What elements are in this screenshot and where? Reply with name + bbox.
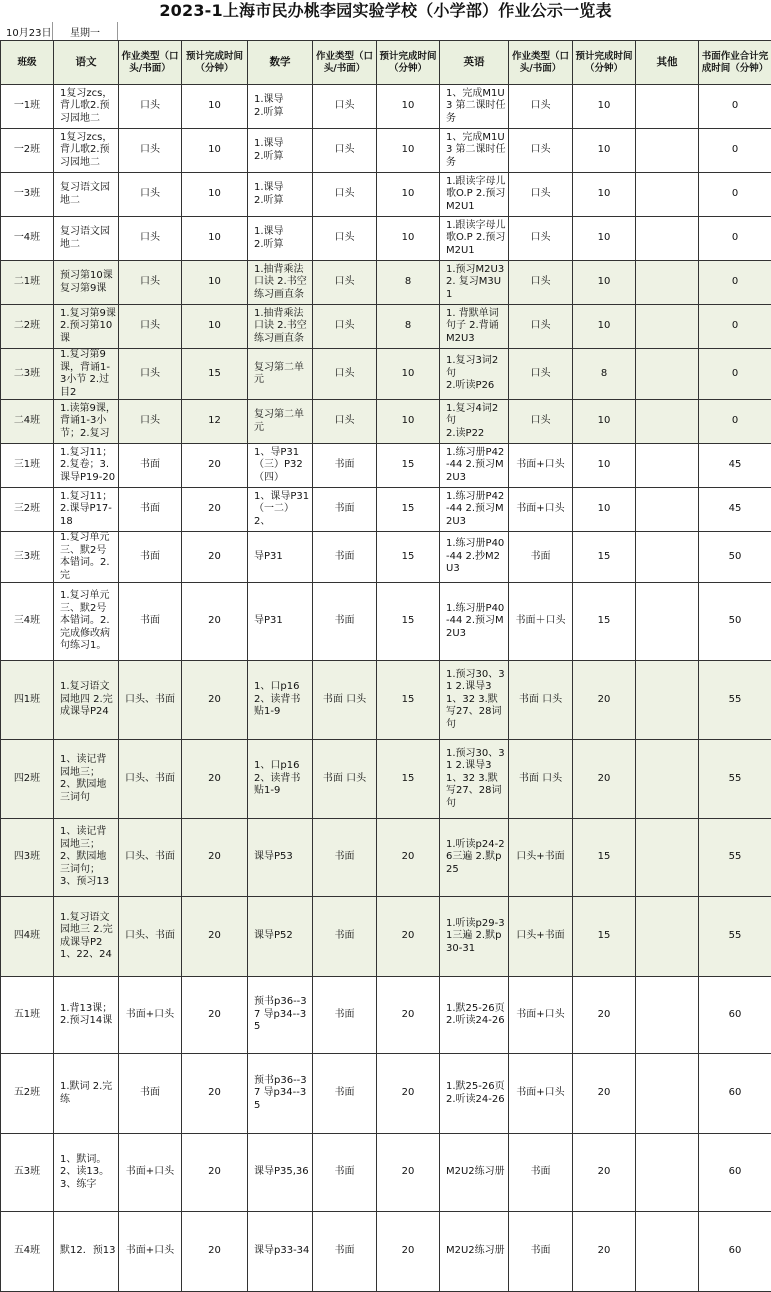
cell-chinese-time: 10 xyxy=(182,129,248,173)
cell-chinese-type: 口头 xyxy=(119,129,182,173)
cell-chinese: 预习第10课复习第9课 xyxy=(54,261,119,305)
table-row xyxy=(1,532,771,583)
cell-math-type: 书面 xyxy=(313,1054,377,1134)
cell-english-type: 口头 xyxy=(509,173,573,217)
cell-other xyxy=(636,173,699,217)
cell-chinese: 默12．预13 xyxy=(54,1212,119,1292)
cell-math-type: 口头 xyxy=(313,217,377,261)
cell-class: 二1班 xyxy=(1,261,54,305)
cell-class: 一1班 xyxy=(1,85,54,129)
cell-english-time: 10 xyxy=(573,488,636,532)
cell-math-type: 书面 xyxy=(313,444,377,488)
table-row xyxy=(1,488,771,532)
cell-chinese-type: 口头 xyxy=(119,261,182,305)
cell-english: 1.听读p24-26三遍 2.默p25 xyxy=(440,819,509,897)
header-chinese-time: 预计完成时间（分钟） xyxy=(182,41,248,85)
cell-english: M2U2练习册 xyxy=(440,1212,509,1292)
cell-class: 四1班 xyxy=(1,661,54,740)
cell-math-type: 口头 xyxy=(313,400,377,444)
cell-chinese-time: 10 xyxy=(182,85,248,129)
table-row xyxy=(1,217,771,261)
cell-chinese: 1.读第9课，背诵1-3小节；2.复习 xyxy=(54,400,119,444)
cell-english: 1. 背默单词句子 2.背诵M2U3 xyxy=(440,305,509,349)
cell-chinese: 1.复习第9课，背诵1-3小节 2.过目2 xyxy=(54,349,119,400)
cell-class: 二4班 xyxy=(1,400,54,444)
cell-math-time: 20 xyxy=(377,1212,440,1292)
cell-class: 四2班 xyxy=(1,740,54,819)
cell-chinese-type: 口头、书面 xyxy=(119,819,182,897)
cell-english-time: 20 xyxy=(573,1054,636,1134)
cell-math: 课导p33-34 xyxy=(248,1212,313,1292)
cell-other xyxy=(636,400,699,444)
cell-english-time: 10 xyxy=(573,305,636,349)
cell-class: 五4班 xyxy=(1,1212,54,1292)
cell-chinese-type: 口头、书面 xyxy=(119,897,182,977)
cell-total-time: 60 xyxy=(699,1054,771,1134)
cell-math: 1.课导 2.听算 xyxy=(248,129,313,173)
cell-chinese-type: 书面 xyxy=(119,444,182,488)
cell-math-type: 口头 xyxy=(313,85,377,129)
table-row xyxy=(1,661,771,740)
cell-english-time: 15 xyxy=(573,532,636,583)
header-math-time: 预计完成时间（分钟） xyxy=(377,41,440,85)
cell-total-time: 0 xyxy=(699,305,771,349)
cell-chinese-type: 口头 xyxy=(119,85,182,129)
cell-english-time: 20 xyxy=(573,661,636,740)
cell-math: 导P31 xyxy=(248,532,313,583)
cell-english-type: 口头+书面 xyxy=(509,897,573,977)
cell-other xyxy=(636,1134,699,1212)
header-class: 班级 xyxy=(1,41,54,85)
header-math: 数学 xyxy=(248,41,313,85)
cell-other xyxy=(636,583,699,661)
cell-math-time: 10 xyxy=(377,400,440,444)
cell-english-type: 口头 xyxy=(509,261,573,305)
cell-english: M2U2练习册 xyxy=(440,1134,509,1212)
cell-english-time: 15 xyxy=(573,583,636,661)
cell-math-time: 15 xyxy=(377,583,440,661)
cell-english-type: 口头+书面 xyxy=(509,819,573,897)
cell-chinese-type: 书面 xyxy=(119,532,182,583)
cell-math-time: 15 xyxy=(377,532,440,583)
cell-english-type: 书面 xyxy=(509,532,573,583)
cell-chinese-time: 20 xyxy=(182,583,248,661)
cell-chinese: 复习语文园地二 xyxy=(54,173,119,217)
cell-english-type: 口头 xyxy=(509,85,573,129)
cell-other xyxy=(636,85,699,129)
cell-english-type: 口头 xyxy=(509,305,573,349)
cell-other xyxy=(636,488,699,532)
cell-english: 1.复习3词2句 2.听读P26 xyxy=(440,349,509,400)
table-row xyxy=(1,1054,771,1134)
cell-english: 1、完成M1U3 第二课时任务 xyxy=(440,85,509,129)
cell-english: 1.跟读字母儿歌O.P 2.预习M2U1 xyxy=(440,217,509,261)
cell-chinese-type: 口头、书面 xyxy=(119,661,182,740)
cell-english-type: 书面+口头 xyxy=(509,488,573,532)
cell-other xyxy=(636,261,699,305)
cell-chinese-type: 口头 xyxy=(119,173,182,217)
cell-english-time: 20 xyxy=(573,1212,636,1292)
header-english: 英语 xyxy=(440,41,509,85)
cell-english-time: 10 xyxy=(573,85,636,129)
cell-english-time: 10 xyxy=(573,129,636,173)
cell-english: 1.练习册P40-44 2.抄M2U3 xyxy=(440,532,509,583)
cell-english-time: 10 xyxy=(573,444,636,488)
cell-total-time: 55 xyxy=(699,897,771,977)
cell-english-type: 口头 xyxy=(509,217,573,261)
cell-chinese-time: 20 xyxy=(182,819,248,897)
cell-math: 课导P35,36 xyxy=(248,1134,313,1212)
cell-chinese-time: 12 xyxy=(182,400,248,444)
cell-english: 1.默25-26页 2.听读24-26 xyxy=(440,977,509,1054)
cell-class: 五1班 xyxy=(1,977,54,1054)
cell-class: 一3班 xyxy=(1,173,54,217)
cell-total-time: 45 xyxy=(699,488,771,532)
cell-math-type: 书面 xyxy=(313,1212,377,1292)
cell-english-time: 10 xyxy=(573,261,636,305)
cell-math-time: 20 xyxy=(377,977,440,1054)
cell-chinese: 1.复习第9课 2.预习第10课 xyxy=(54,305,119,349)
divider xyxy=(52,22,53,40)
cell-english-type: 书面 xyxy=(509,1212,573,1292)
cell-class: 四4班 xyxy=(1,897,54,977)
date-row xyxy=(0,22,771,40)
cell-english: 1.默25-26页 2.听读24-26 xyxy=(440,1054,509,1134)
cell-chinese-type: 书面+口头 xyxy=(119,1134,182,1212)
cell-total-time: 0 xyxy=(699,129,771,173)
cell-chinese-time: 20 xyxy=(182,532,248,583)
cell-chinese-time: 20 xyxy=(182,897,248,977)
homework-table xyxy=(0,40,771,1292)
table-row xyxy=(1,444,771,488)
header-math-type: 作业类型（口头/书面） xyxy=(313,41,377,85)
cell-english-type: 书面+口头 xyxy=(509,977,573,1054)
cell-total-time: 55 xyxy=(699,740,771,819)
cell-chinese-time: 10 xyxy=(182,261,248,305)
cell-math: 导P31 xyxy=(248,583,313,661)
cell-english: 1.练习册P42-44 2.预习M2U3 xyxy=(440,444,509,488)
cell-chinese-time: 20 xyxy=(182,977,248,1054)
cell-math-type: 书面 xyxy=(313,897,377,977)
cell-total-time: 55 xyxy=(699,819,771,897)
cell-math-time: 8 xyxy=(377,305,440,349)
cell-english: 1.练习册P42-44 2.预习M2U3 xyxy=(440,488,509,532)
cell-chinese: 1、默词。2、读13。3、练字 xyxy=(54,1134,119,1212)
cell-math: 1、课导P31（一二）2、 xyxy=(248,488,313,532)
cell-chinese: 1.复习11；2.课导P17-18 xyxy=(54,488,119,532)
cell-english: 1、完成M1U3 第二课时任务 xyxy=(440,129,509,173)
cell-chinese-time: 20 xyxy=(182,661,248,740)
cell-math: 1、口p16 2、读背书贴1-9 xyxy=(248,740,313,819)
cell-english: 1.预习30、31 2.课导31、32 3.默写27、28词句 xyxy=(440,740,509,819)
cell-english: 1.预习30、31 2.课导31、32 3.默写27、28词句 xyxy=(440,661,509,740)
cell-math-type: 口头 xyxy=(313,305,377,349)
cell-math-time: 10 xyxy=(377,217,440,261)
cell-chinese-type: 书面+口头 xyxy=(119,1212,182,1292)
cell-math: 1.课导 2.听算 xyxy=(248,217,313,261)
cell-math-type: 书面 口头 xyxy=(313,740,377,819)
cell-english-time: 8 xyxy=(573,349,636,400)
cell-english-time: 15 xyxy=(573,897,636,977)
header-english-type: 作业类型（口头/书面） xyxy=(509,41,573,85)
cell-chinese-time: 10 xyxy=(182,217,248,261)
cell-english: 1.听读p29-31三遍 2.默p30-31 xyxy=(440,897,509,977)
table-row xyxy=(1,1134,771,1212)
cell-math: 预书p36--37 导p34--35 xyxy=(248,1054,313,1134)
cell-total-time: 0 xyxy=(699,173,771,217)
cell-math-time: 10 xyxy=(377,349,440,400)
table-row xyxy=(1,173,771,217)
cell-math: 预书p36--37 导p34--35 xyxy=(248,977,313,1054)
cell-total-time: 0 xyxy=(699,349,771,400)
cell-other xyxy=(636,532,699,583)
cell-total-time: 60 xyxy=(699,977,771,1054)
cell-math-type: 口头 xyxy=(313,349,377,400)
cell-chinese: 1.复习11；2.复卷；3.课导P19-20 xyxy=(54,444,119,488)
cell-english-type: 口头 xyxy=(509,349,573,400)
cell-math: 课导P53 xyxy=(248,819,313,897)
header-total-time: 书面作业合计完成时间（分钟） xyxy=(699,41,771,85)
cell-chinese-type: 口头 xyxy=(119,400,182,444)
cell-chinese-type: 书面 xyxy=(119,488,182,532)
table-row xyxy=(1,129,771,173)
table-row xyxy=(1,305,771,349)
cell-chinese: 复习语文园地二 xyxy=(54,217,119,261)
cell-math: 1.课导 2.听算 xyxy=(248,85,313,129)
cell-english-time: 15 xyxy=(573,819,636,897)
cell-other xyxy=(636,305,699,349)
table-row xyxy=(1,400,771,444)
header-other: 其他 xyxy=(636,41,699,85)
cell-other xyxy=(636,661,699,740)
cell-class: 三3班 xyxy=(1,532,54,583)
cell-math: 1.抽背乘法口诀 2.书空练习画直条 xyxy=(248,261,313,305)
cell-english-type: 书面 口头 xyxy=(509,740,573,819)
header-english-time: 预计完成时间（分钟） xyxy=(573,41,636,85)
cell-class: 五2班 xyxy=(1,1054,54,1134)
cell-math: 复习第二单元 xyxy=(248,349,313,400)
cell-total-time: 50 xyxy=(699,583,771,661)
divider xyxy=(117,22,118,40)
cell-class: 一2班 xyxy=(1,129,54,173)
cell-chinese-type: 口头 xyxy=(119,217,182,261)
cell-chinese-time: 10 xyxy=(182,305,248,349)
table-row xyxy=(1,819,771,897)
cell-math: 1、口p16 2、读背书贴1-9 xyxy=(248,661,313,740)
cell-math-time: 20 xyxy=(377,1054,440,1134)
cell-other xyxy=(636,129,699,173)
cell-english-time: 10 xyxy=(573,400,636,444)
cell-english-type: 书面 口头 xyxy=(509,661,573,740)
cell-math: 复习第二单元 xyxy=(248,400,313,444)
cell-total-time: 55 xyxy=(699,661,771,740)
table-row xyxy=(1,349,771,400)
cell-math: 1.课导 2.听算 xyxy=(248,173,313,217)
table-row xyxy=(1,261,771,305)
cell-math-type: 书面 xyxy=(313,532,377,583)
cell-chinese: 1.复习语文园地四 2.完成课导P24 xyxy=(54,661,119,740)
cell-chinese-type: 书面+口头 xyxy=(119,977,182,1054)
cell-math-time: 20 xyxy=(377,1134,440,1212)
header-row xyxy=(1,41,771,85)
cell-math-time: 15 xyxy=(377,444,440,488)
table-row xyxy=(1,85,771,129)
cell-english-time: 20 xyxy=(573,740,636,819)
header-chinese-type: 作业类型（口头/书面） xyxy=(119,41,182,85)
cell-other xyxy=(636,977,699,1054)
cell-other xyxy=(636,217,699,261)
cell-chinese: 1.默词 2.完练 xyxy=(54,1054,119,1134)
cell-other xyxy=(636,897,699,977)
cell-other xyxy=(636,1054,699,1134)
cell-math-time: 15 xyxy=(377,661,440,740)
cell-math-time: 10 xyxy=(377,173,440,217)
cell-chinese-time: 20 xyxy=(182,1134,248,1212)
cell-class: 三2班 xyxy=(1,488,54,532)
cell-total-time: 0 xyxy=(699,261,771,305)
cell-chinese: 1.复习单元三、默2号本错词。2.完 xyxy=(54,532,119,583)
cell-math: 1.抽背乘法口诀 2.书空练习画直条 xyxy=(248,305,313,349)
date-label: 10月23日 xyxy=(6,24,51,39)
cell-math-time: 20 xyxy=(377,819,440,897)
table-row xyxy=(1,897,771,977)
cell-total-time: 60 xyxy=(699,1134,771,1212)
header-chinese: 语文 xyxy=(54,41,119,85)
cell-chinese-time: 20 xyxy=(182,1054,248,1134)
cell-math-type: 口头 xyxy=(313,173,377,217)
cell-math-type: 口头 xyxy=(313,129,377,173)
cell-total-time: 0 xyxy=(699,217,771,261)
cell-math: 课导P52 xyxy=(248,897,313,977)
cell-math-time: 15 xyxy=(377,488,440,532)
cell-english: 1.跟读字母儿歌O.P 2.预习M2U1 xyxy=(440,173,509,217)
cell-chinese: 1复习zcs，背儿歌2.预习园地二 xyxy=(54,129,119,173)
cell-english-type: 口头 xyxy=(509,129,573,173)
cell-english: 1.预习M2U3 2. 复习M3U1 xyxy=(440,261,509,305)
cell-math-time: 10 xyxy=(377,129,440,173)
cell-english-type: 口头 xyxy=(509,400,573,444)
cell-math-type: 书面 xyxy=(313,819,377,897)
cell-english-type: 书面+口头 xyxy=(509,1054,573,1134)
cell-chinese-type: 书面 xyxy=(119,1054,182,1134)
cell-total-time: 0 xyxy=(699,400,771,444)
cell-class: 三4班 xyxy=(1,583,54,661)
cell-class: 三1班 xyxy=(1,444,54,488)
cell-chinese-time: 15 xyxy=(182,349,248,400)
cell-chinese: 1复习zcs，背儿歌2.预习园地二 xyxy=(54,85,119,129)
cell-math-type: 书面 xyxy=(313,488,377,532)
cell-math-type: 书面 xyxy=(313,583,377,661)
cell-other xyxy=(636,349,699,400)
table-row xyxy=(1,977,771,1054)
cell-english-type: 书面 xyxy=(509,1134,573,1212)
cell-english-time: 10 xyxy=(573,217,636,261)
cell-class: 四3班 xyxy=(1,819,54,897)
cell-math-type: 口头 xyxy=(313,261,377,305)
cell-class: 五3班 xyxy=(1,1134,54,1212)
cell-class: 一4班 xyxy=(1,217,54,261)
cell-chinese-time: 10 xyxy=(182,173,248,217)
cell-chinese-time: 20 xyxy=(182,740,248,819)
cell-other xyxy=(636,444,699,488)
cell-math-type: 书面 xyxy=(313,1134,377,1212)
cell-math-type: 书面 xyxy=(313,977,377,1054)
cell-total-time: 45 xyxy=(699,444,771,488)
cell-chinese: 1.复习单元三、默2号本错词。2.完成修改病句练习1。 xyxy=(54,583,119,661)
cell-chinese-type: 口头 xyxy=(119,305,182,349)
cell-math-time: 15 xyxy=(377,740,440,819)
cell-english: 1.复习4词2句 2.读P22 xyxy=(440,400,509,444)
cell-chinese: 1.背13课；2.预习14课 xyxy=(54,977,119,1054)
cell-other xyxy=(636,819,699,897)
cell-total-time: 0 xyxy=(699,85,771,129)
cell-total-time: 50 xyxy=(699,532,771,583)
cell-math-time: 20 xyxy=(377,897,440,977)
cell-chinese-time: 20 xyxy=(182,444,248,488)
cell-chinese-time: 20 xyxy=(182,1212,248,1292)
cell-english-time: 20 xyxy=(573,1134,636,1212)
cell-english-time: 20 xyxy=(573,977,636,1054)
cell-chinese-type: 口头、书面 xyxy=(119,740,182,819)
cell-math-type: 书面 口头 xyxy=(313,661,377,740)
cell-english: 1.练习册P40-44 2.预习M2U3 xyxy=(440,583,509,661)
cell-other xyxy=(636,740,699,819)
table-row xyxy=(1,583,771,661)
cell-chinese: 1、读记背园地三；2、默园地三词句；3、预习13 xyxy=(54,819,119,897)
cell-math: 1、导P31（三）P32（四） xyxy=(248,444,313,488)
cell-total-time: 60 xyxy=(699,1212,771,1292)
cell-chinese-time: 20 xyxy=(182,488,248,532)
cell-chinese-type: 书面 xyxy=(119,583,182,661)
cell-class: 二2班 xyxy=(1,305,54,349)
cell-english-type: 书面＋口头 xyxy=(509,583,573,661)
cell-math-time: 8 xyxy=(377,261,440,305)
cell-chinese-type: 口头 xyxy=(119,349,182,400)
cell-math-time: 10 xyxy=(377,85,440,129)
cell-english-type: 书面+口头 xyxy=(509,444,573,488)
cell-chinese: 1、读记背园地三；2、默园地三词句 xyxy=(54,740,119,819)
table-row xyxy=(1,740,771,819)
cell-chinese: 1.复习语文园地三 2.完成课导P21、22、24 xyxy=(54,897,119,977)
cell-english-time: 10 xyxy=(573,173,636,217)
page-title: 2023-1上海市民办桃李园实验学校（小学部）作业公示一览表 xyxy=(0,0,771,22)
weekday-label: 星期一 xyxy=(70,24,100,39)
cell-class: 二3班 xyxy=(1,349,54,400)
